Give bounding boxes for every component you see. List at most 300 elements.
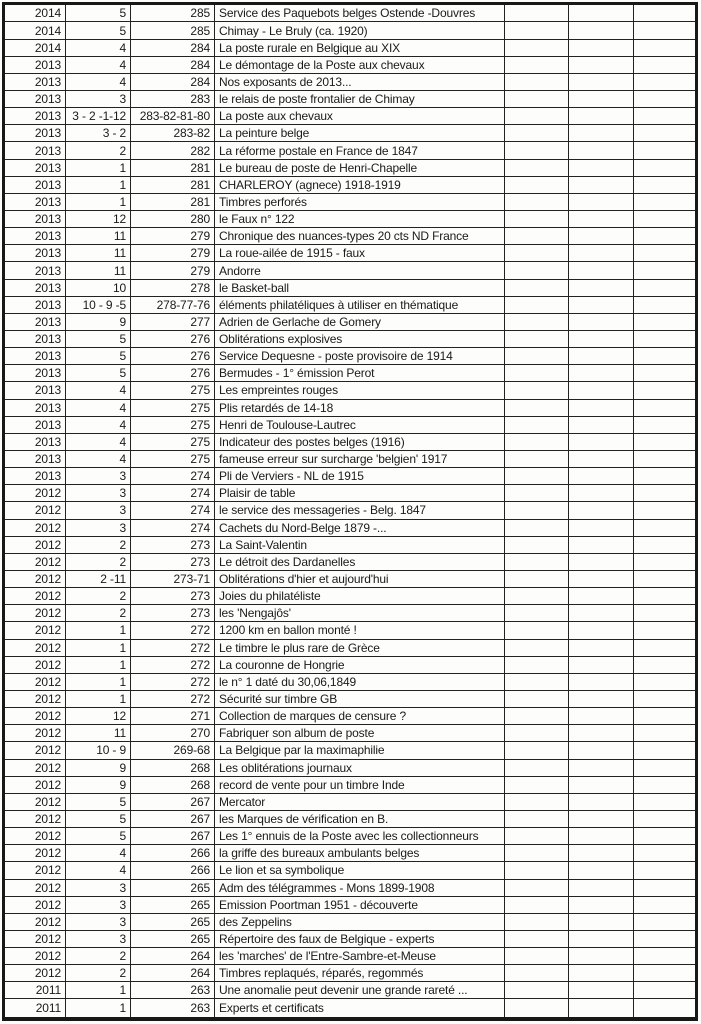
blank-cell [634, 810, 697, 827]
blank-cell [634, 159, 697, 176]
blank-cell [634, 91, 697, 108]
year-cell: 2013 [4, 348, 66, 365]
year-cell: 2012 [4, 810, 66, 827]
blank-cell [505, 759, 569, 776]
title-cell: Plis retardés de 14-18 [215, 399, 505, 416]
issue-cell: 275 [131, 416, 215, 433]
blank-cell [569, 948, 634, 965]
title-cell: record de vente pour un timbre Inde [215, 776, 505, 793]
year-cell: 2012 [4, 622, 66, 639]
title-cell: Les empreintes rouges [215, 382, 505, 399]
title-cell: 1200 km en ballon monté ! [215, 622, 505, 639]
blank-cell [569, 468, 634, 485]
month-cell: 4 [66, 416, 131, 433]
blank-cell [505, 605, 569, 622]
blank-cell [569, 399, 634, 416]
blank-cell [505, 125, 569, 142]
year-cell: 2012 [4, 639, 66, 656]
table-row [4, 433, 697, 450]
issue-cell: 274 [131, 468, 215, 485]
blank-cell [634, 211, 697, 228]
title-cell: Service Dequesne - poste provisoire de 1914 [215, 348, 505, 365]
title-cell: La poste rurale en Belgique au XIX [215, 39, 505, 56]
year-cell: 2014 [4, 22, 66, 39]
year-cell: 2013 [4, 91, 66, 108]
month-cell: 3 [66, 485, 131, 502]
table-row [4, 450, 697, 467]
month-cell: 5 [66, 4, 131, 22]
blank-cell [634, 708, 697, 725]
blank-cell [569, 39, 634, 56]
blank-cell [505, 828, 569, 845]
month-cell: 2 [66, 142, 131, 159]
year-cell: 2013 [4, 176, 66, 193]
title-cell: Adm des télégrammes - Mons 1899-1908 [215, 879, 505, 896]
title-cell: Plaisir de table [215, 485, 505, 502]
table-row [4, 365, 697, 382]
issue-cell: 281 [131, 193, 215, 210]
month-cell: 5 [66, 828, 131, 845]
month-cell: 1 [66, 193, 131, 210]
year-cell: 2012 [4, 896, 66, 913]
blank-cell [505, 879, 569, 896]
blank-cell [505, 450, 569, 467]
blank-cell [569, 159, 634, 176]
month-cell: 2 [66, 588, 131, 605]
blank-cell [505, 262, 569, 279]
table-row [4, 39, 697, 56]
table-row [4, 331, 697, 348]
issue-cell: 283-82-81-80 [131, 108, 215, 125]
blank-cell [505, 845, 569, 862]
title-cell: Cachets du Nord-Belge 1879 -... [215, 519, 505, 536]
blank-cell [505, 913, 569, 930]
blank-cell [505, 159, 569, 176]
table-row [4, 279, 697, 296]
table-row [4, 176, 697, 193]
issue-cell: 265 [131, 930, 215, 947]
year-cell: 2013 [4, 211, 66, 228]
blank-cell [505, 485, 569, 502]
year-cell: 2012 [4, 588, 66, 605]
blank-cell [569, 776, 634, 793]
month-cell: 9 [66, 776, 131, 793]
blank-cell [569, 845, 634, 862]
table-row [4, 125, 697, 142]
table-row [4, 828, 697, 845]
blank-cell [569, 4, 634, 22]
month-cell: 3 [66, 896, 131, 913]
year-cell: 2013 [4, 56, 66, 73]
table-row [4, 4, 697, 22]
table-row [4, 862, 697, 879]
month-cell: 9 [66, 313, 131, 330]
blank-cell [634, 502, 697, 519]
month-cell: 3 - 2 -1-12 [66, 108, 131, 125]
blank-cell [569, 879, 634, 896]
blank-cell [569, 365, 634, 382]
year-cell: 2013 [4, 433, 66, 450]
blank-cell [569, 622, 634, 639]
month-cell: 3 [66, 91, 131, 108]
title-cell: CHARLEROY (agnece) 1918-1919 [215, 176, 505, 193]
blank-cell [634, 468, 697, 485]
blank-cell [634, 570, 697, 587]
title-cell: Andorre [215, 262, 505, 279]
blank-cell [569, 279, 634, 296]
table-body [4, 4, 697, 1020]
blank-cell [569, 605, 634, 622]
issue-cell: 279 [131, 245, 215, 262]
table-row [4, 313, 697, 330]
blank-cell [569, 930, 634, 947]
blank-cell [634, 896, 697, 913]
month-cell: 1 [66, 656, 131, 673]
blank-cell [505, 73, 569, 90]
title-cell: Nos exposants de 2013... [215, 73, 505, 90]
blank-cell [505, 810, 569, 827]
year-cell: 2011 [4, 982, 66, 999]
table-row [4, 879, 697, 896]
year-cell: 2012 [4, 519, 66, 536]
blank-cell [634, 742, 697, 759]
title-cell: Sécurité sur timbre GB [215, 690, 505, 707]
table-row [4, 948, 697, 965]
title-cell: Oblitérations d'hier et aujourd'hui [215, 570, 505, 587]
blank-cell [634, 228, 697, 245]
issue-cell: 272 [131, 639, 215, 656]
issue-cell: 285 [131, 4, 215, 22]
blank-cell [505, 793, 569, 810]
title-cell: Le timbre le plus rare de Grèce [215, 639, 505, 656]
blank-cell [569, 416, 634, 433]
month-cell: 1 [66, 639, 131, 656]
blank-cell [505, 570, 569, 587]
blank-cell [634, 982, 697, 999]
issue-cell: 265 [131, 879, 215, 896]
month-cell: 4 [66, 450, 131, 467]
blank-cell [505, 245, 569, 262]
title-cell: Indicateur des postes belges (1916) [215, 433, 505, 450]
blank-cell [634, 673, 697, 690]
issue-cell: 274 [131, 519, 215, 536]
issue-cell: 270 [131, 725, 215, 742]
blank-cell [505, 519, 569, 536]
year-cell: 2014 [4, 4, 66, 22]
month-cell: 11 [66, 725, 131, 742]
title-cell: La Saint-Valentin [215, 536, 505, 553]
blank-cell [634, 142, 697, 159]
blank-cell [569, 965, 634, 982]
table-row [4, 262, 697, 279]
blank-cell [634, 4, 697, 22]
table-row [4, 690, 697, 707]
month-cell: 2 [66, 553, 131, 570]
issue-cell: 281 [131, 159, 215, 176]
table-row [4, 22, 697, 39]
blank-cell [634, 519, 697, 536]
title-cell: Chronique des nuances-types 20 cts ND France [215, 228, 505, 245]
blank-cell [505, 468, 569, 485]
blank-cell [569, 828, 634, 845]
blank-cell [505, 930, 569, 947]
title-cell: Répertoire des faux de Belgique - experts [215, 930, 505, 947]
year-cell: 2012 [4, 828, 66, 845]
title-cell: Mercator [215, 793, 505, 810]
year-cell: 2013 [4, 296, 66, 313]
blank-cell [505, 742, 569, 759]
year-cell: 2012 [4, 570, 66, 587]
blank-cell [569, 862, 634, 879]
blank-cell [634, 331, 697, 348]
blank-cell [569, 690, 634, 707]
month-cell: 4 [66, 382, 131, 399]
blank-cell [634, 176, 697, 193]
table-row [4, 570, 697, 587]
blank-cell [569, 502, 634, 519]
issue-cell: 272 [131, 673, 215, 690]
month-cell: 3 [66, 468, 131, 485]
blank-cell [505, 588, 569, 605]
blank-cell [569, 245, 634, 262]
year-cell: 2012 [4, 553, 66, 570]
year-cell: 2013 [4, 416, 66, 433]
blank-cell [505, 4, 569, 22]
month-cell: 12 [66, 708, 131, 725]
title-cell: le Faux n° 122 [215, 211, 505, 228]
blank-cell [634, 108, 697, 125]
blank-cell [634, 416, 697, 433]
month-cell: 4 [66, 73, 131, 90]
year-cell: 2012 [4, 708, 66, 725]
title-cell: le service des messageries - Belg. 1847 [215, 502, 505, 519]
year-cell: 2012 [4, 690, 66, 707]
issue-cell: 274 [131, 485, 215, 502]
blank-cell [505, 365, 569, 382]
blank-cell [634, 296, 697, 313]
year-cell: 2013 [4, 142, 66, 159]
blank-cell [569, 519, 634, 536]
blank-cell [634, 828, 697, 845]
year-cell: 2012 [4, 948, 66, 965]
blank-cell [505, 313, 569, 330]
title-cell: Henri de Toulouse-Lautrec [215, 416, 505, 433]
title-cell: La couronne de Hongrie [215, 656, 505, 673]
year-cell: 2012 [4, 502, 66, 519]
blank-cell [505, 193, 569, 210]
month-cell: 9 [66, 759, 131, 776]
month-cell: 3 [66, 913, 131, 930]
blank-cell [634, 776, 697, 793]
blank-cell [634, 485, 697, 502]
title-cell: Chimay - Le Bruly (ca. 1920) [215, 22, 505, 39]
blank-cell [505, 39, 569, 56]
table-row [4, 588, 697, 605]
blank-cell [505, 296, 569, 313]
blank-cell [634, 125, 697, 142]
issue-cell: 277 [131, 313, 215, 330]
table-row [4, 382, 697, 399]
table-row [4, 193, 697, 210]
table-row [4, 810, 697, 827]
blank-cell [569, 810, 634, 827]
month-cell: 11 [66, 228, 131, 245]
title-cell: Adrien de Gerlache de Gomery [215, 313, 505, 330]
year-cell: 2013 [4, 382, 66, 399]
month-cell: 11 [66, 245, 131, 262]
blank-cell [505, 176, 569, 193]
table-row [4, 759, 697, 776]
blank-cell [505, 142, 569, 159]
blank-cell [505, 91, 569, 108]
issue-cell: 283-82 [131, 125, 215, 142]
issue-cell: 275 [131, 382, 215, 399]
title-cell: Collection de marques de censure ? [215, 708, 505, 725]
issue-cell: 278 [131, 279, 215, 296]
table-row [4, 142, 697, 159]
blank-cell [634, 725, 697, 742]
year-cell: 2014 [4, 39, 66, 56]
table-row [4, 999, 697, 1019]
issue-cell: 267 [131, 828, 215, 845]
blank-cell [505, 416, 569, 433]
table-row [4, 845, 697, 862]
year-cell: 2013 [4, 450, 66, 467]
table-row [4, 245, 697, 262]
issue-cell: 271 [131, 708, 215, 725]
month-cell: 4 [66, 845, 131, 862]
blank-cell [569, 193, 634, 210]
table-row [4, 348, 697, 365]
blank-cell [569, 313, 634, 330]
table-row [4, 56, 697, 73]
blank-cell [569, 56, 634, 73]
title-cell: Fabriquer son album de poste [215, 725, 505, 742]
month-cell: 4 [66, 862, 131, 879]
year-cell: 2012 [4, 793, 66, 810]
title-cell: La peinture belge [215, 125, 505, 142]
blank-cell [634, 913, 697, 930]
blank-cell [569, 536, 634, 553]
title-cell: éléments philatéliques à utiliser en thématique [215, 296, 505, 313]
blank-cell [505, 776, 569, 793]
blank-cell [634, 382, 697, 399]
title-cell: des Zeppelins [215, 913, 505, 930]
year-cell: 2013 [4, 193, 66, 210]
blank-cell [505, 862, 569, 879]
table-row [4, 416, 697, 433]
year-cell: 2012 [4, 965, 66, 982]
blank-cell [634, 313, 697, 330]
title-cell: Les oblitérations journaux [215, 759, 505, 776]
blank-cell [634, 622, 697, 639]
table-row [4, 708, 697, 725]
month-cell: 2 [66, 948, 131, 965]
blank-cell [634, 39, 697, 56]
blank-cell [569, 656, 634, 673]
year-cell: 2013 [4, 245, 66, 262]
title-cell: Le bureau de poste de Henri-Chapelle [215, 159, 505, 176]
title-cell: le Basket-ball [215, 279, 505, 296]
title-cell: fameuse erreur sur surcharge 'belgien' 1917 [215, 450, 505, 467]
issue-cell: 266 [131, 845, 215, 862]
blank-cell [569, 91, 634, 108]
month-cell: 2 [66, 536, 131, 553]
issue-cell: 263 [131, 999, 215, 1019]
blank-cell [505, 56, 569, 73]
table-row [4, 399, 697, 416]
table-row [4, 468, 697, 485]
year-cell: 2012 [4, 862, 66, 879]
title-cell: La Belgique par la maximaphilie [215, 742, 505, 759]
blank-cell [505, 382, 569, 399]
blank-cell [634, 845, 697, 862]
blank-cell [634, 656, 697, 673]
blank-cell [569, 759, 634, 776]
blank-cell [569, 211, 634, 228]
blank-cell [569, 553, 634, 570]
blank-cell [505, 228, 569, 245]
title-cell: Experts et certificats [215, 999, 505, 1019]
title-cell: Bermudes - 1° émission Perot [215, 365, 505, 382]
issue-cell: 275 [131, 450, 215, 467]
issue-cell: 267 [131, 793, 215, 810]
issue-cell: 274 [131, 502, 215, 519]
issue-cell: 284 [131, 39, 215, 56]
month-cell: 3 [66, 930, 131, 947]
blank-cell [634, 862, 697, 879]
table-row [4, 536, 697, 553]
issue-cell: 275 [131, 399, 215, 416]
month-cell: 11 [66, 262, 131, 279]
issue-cell: 264 [131, 965, 215, 982]
blank-cell [569, 176, 634, 193]
blank-cell [569, 896, 634, 913]
blank-cell [505, 279, 569, 296]
blank-cell [634, 965, 697, 982]
issue-cell: 275 [131, 433, 215, 450]
blank-cell [634, 56, 697, 73]
blank-cell [569, 485, 634, 502]
table-row [4, 656, 697, 673]
blank-cell [569, 296, 634, 313]
issue-cell: 273-71 [131, 570, 215, 587]
month-cell: 1 [66, 982, 131, 999]
issue-cell: 280 [131, 211, 215, 228]
table-row [4, 793, 697, 810]
month-cell: 10 - 9 [66, 742, 131, 759]
blank-cell [634, 948, 697, 965]
month-cell: 5 [66, 810, 131, 827]
blank-cell [505, 433, 569, 450]
blank-cell [505, 690, 569, 707]
issue-cell: 284 [131, 73, 215, 90]
year-cell: 2012 [4, 759, 66, 776]
month-cell: 12 [66, 211, 131, 228]
title-cell: Timbres replaqués, réparés, regommés [215, 965, 505, 982]
year-cell: 2013 [4, 365, 66, 382]
table-row [4, 91, 697, 108]
issue-cell: 272 [131, 690, 215, 707]
issue-cell: 285 [131, 22, 215, 39]
table-row [4, 725, 697, 742]
month-cell: 4 [66, 56, 131, 73]
table-row [4, 896, 697, 913]
blank-cell [505, 536, 569, 553]
blank-cell [505, 965, 569, 982]
blank-cell [569, 570, 634, 587]
issue-cell: 278-77-76 [131, 296, 215, 313]
